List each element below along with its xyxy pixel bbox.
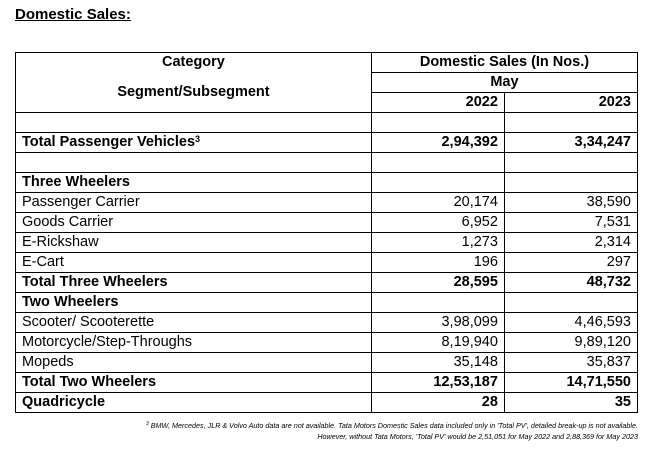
row-label: Goods Carrier — [16, 213, 372, 233]
month-header: May — [371, 73, 637, 93]
table-row — [16, 313, 638, 333]
table-row — [16, 193, 638, 213]
total-three-wheelers-2023: 48,732 — [504, 273, 637, 293]
quadricycle-2022: 28 — [371, 393, 504, 413]
footnote-line-2: However, without Tata Motors, 'Total PV' would be 2,51,051 for May 2022 and 2,88,369 for May 2023 — [317, 432, 638, 441]
footnote-line-1: $^3$ BMW, Mercedes, JLR & Volvo Auto data are not available. Tata Motors Domestic Sales data included only in 'Total PV', detailed break-up is not available. — [145, 421, 638, 430]
value-2022: 196 — [371, 253, 504, 273]
total-two-wheelers-2022: 12,53,187 — [371, 373, 504, 393]
total-two-wheelers-label: Total Two Wheelers — [16, 373, 372, 393]
row-label: Scooter/ Scooterette — [16, 313, 372, 333]
value-2023: 4,46,593 — [504, 313, 637, 333]
total-pv-label: Total Passenger Vehicles$^3$ — [16, 133, 372, 153]
value-2022: 20,174 — [371, 193, 504, 213]
total-three-wheelers-label: Total Three Wheelers — [16, 273, 372, 293]
value-2022: 35,148 — [371, 353, 504, 373]
value-2023: 9,89,120 — [504, 333, 637, 353]
table-row — [16, 253, 638, 273]
table-row — [16, 333, 638, 353]
total-pv-2023: 3,34,247 — [504, 133, 637, 153]
value-2022: 3,98,099 — [371, 313, 504, 333]
total-row — [16, 273, 638, 293]
footnote — [146, 420, 638, 442]
row-label: E-Rickshaw — [16, 233, 372, 253]
table-row — [16, 233, 638, 253]
segment-header: Segment/Subsegment — [16, 73, 372, 113]
value-2023: 38,590 — [504, 193, 637, 213]
value-2023: 2,314 — [504, 233, 637, 253]
value-2023: 7,531 — [504, 213, 637, 233]
spacer-row — [16, 113, 638, 133]
year-2023-header: 2023 — [504, 93, 637, 113]
section-heading-row — [16, 293, 638, 313]
header-row — [16, 53, 638, 73]
two-wheelers-heading: Two Wheelers — [16, 293, 372, 313]
table-row — [16, 133, 638, 153]
total-two-wheelers-2023: 14,71,550 — [504, 373, 637, 393]
value-2022: 8,19,940 — [371, 333, 504, 353]
value-2023: 35,837 — [504, 353, 637, 373]
quadricycle-label: Quadricycle — [16, 393, 372, 413]
domestic-sales-header: Domestic Sales (In Nos.) — [371, 53, 637, 73]
three-wheelers-heading: Three Wheelers — [16, 173, 372, 193]
table-row — [16, 353, 638, 373]
total-three-wheelers-2022: 28,595 — [371, 273, 504, 293]
domestic-sales-table — [15, 52, 638, 413]
value-2022: 6,952 — [371, 213, 504, 233]
footnote-mark: 3 — [195, 134, 201, 144]
row-label: Mopeds — [16, 353, 372, 373]
page-title: Domestic Sales: — [15, 6, 131, 23]
row-label: Passenger Carrier — [16, 193, 372, 213]
value-2023: 297 — [504, 253, 637, 273]
quadricycle-2023: 35 — [504, 393, 637, 413]
footnote-mark: 3 — [145, 421, 149, 427]
category-header: Category — [16, 53, 372, 73]
year-2022-header: 2022 — [371, 93, 504, 113]
header-row — [16, 73, 638, 93]
row-label: E-Cart — [16, 253, 372, 273]
row-label: Motorcycle/Step-Throughs — [16, 333, 372, 353]
total-row — [16, 373, 638, 393]
table-row — [16, 213, 638, 233]
section-heading-row — [16, 173, 638, 193]
table-row — [16, 393, 638, 413]
spacer-row — [16, 153, 638, 173]
total-pv-2022: 2,94,392 — [371, 133, 504, 153]
value-2022: 1,273 — [371, 233, 504, 253]
